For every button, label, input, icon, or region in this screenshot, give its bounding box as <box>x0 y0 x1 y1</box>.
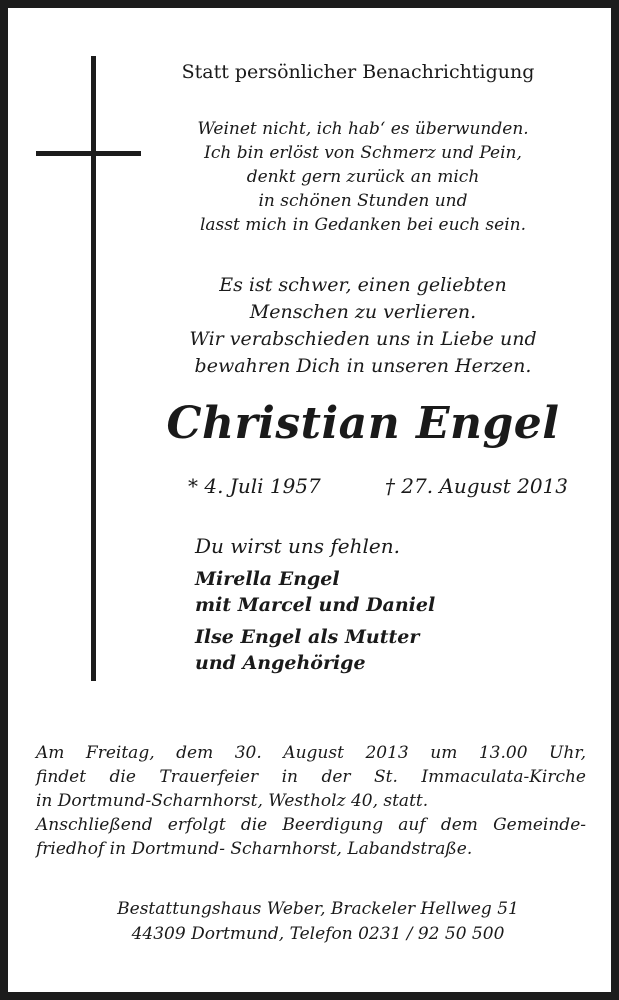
verse-line: Ich bin erlöst von Schmerz und Pein, <box>204 143 522 163</box>
notice-header: Statt persönlicher Benachrichtigung <box>181 61 535 83</box>
funeral-home-line: 44309 Dortmund, Telefon 0231 / 92 50 500 <box>131 924 505 944</box>
service-details <box>36 741 586 861</box>
mourners-list <box>195 566 435 682</box>
service-line: findet die Trauerfeier in der St. Immaculata-Kirche <box>36 767 586 787</box>
service-line: Anschließend erfolgt die Beerdigung auf dem Gemeinde- <box>36 815 586 835</box>
deceased-name: Christian Engel <box>166 398 560 449</box>
verse-line: denkt gern zurück an mich <box>246 167 480 187</box>
service-line: in Dortmund-Scharnhorst, Westholz 40, statt. <box>36 791 429 811</box>
verse-line: bewahren Dich in unseren Herzen. <box>194 355 532 377</box>
mourner-line: mit Marcel und Daniel <box>195 594 436 616</box>
service-line: friedhof in Dortmund- Scharnhorst, Labandstraße. <box>36 839 473 859</box>
death-date: † 27. August 2013 <box>384 474 568 498</box>
mourner-line: Mirella Engel <box>195 568 340 590</box>
verse-line: in schönen Stunden und <box>258 191 468 211</box>
cross-icon <box>91 56 96 681</box>
verse-line: Es ist schwer, einen geliebten <box>219 274 507 296</box>
funeral-home-info <box>48 897 588 947</box>
verse-line: Weinet nicht, ich hab‘ es überwunden. <box>197 119 529 139</box>
cross-icon-bar <box>36 151 141 156</box>
verse-line: lasst mich in Gedanken bei euch sein. <box>199 215 527 235</box>
mourner-group <box>195 624 435 676</box>
verse-second <box>148 272 578 380</box>
funeral-home-line: Bestattungshaus Weber, Brackeler Hellweg 51 <box>117 899 519 919</box>
mourner-group <box>195 566 435 618</box>
service-line: Am Freitag, dem 30. August 2013 um 13.00 Uhr, <box>36 743 586 763</box>
birth-date: * 4. Juli 1957 <box>188 474 321 498</box>
life-dates <box>188 473 568 499</box>
verse-first <box>148 117 578 237</box>
mourner-line: Ilse Engel als Mutter <box>195 626 420 648</box>
mourner-line: und Angehörige <box>195 652 366 674</box>
verse-line: Menschen zu verlieren. <box>249 301 477 323</box>
verse-line: Wir verabschieden uns in Liebe und <box>189 328 537 350</box>
farewell-line: Du wirst uns fehlen. <box>195 534 400 558</box>
